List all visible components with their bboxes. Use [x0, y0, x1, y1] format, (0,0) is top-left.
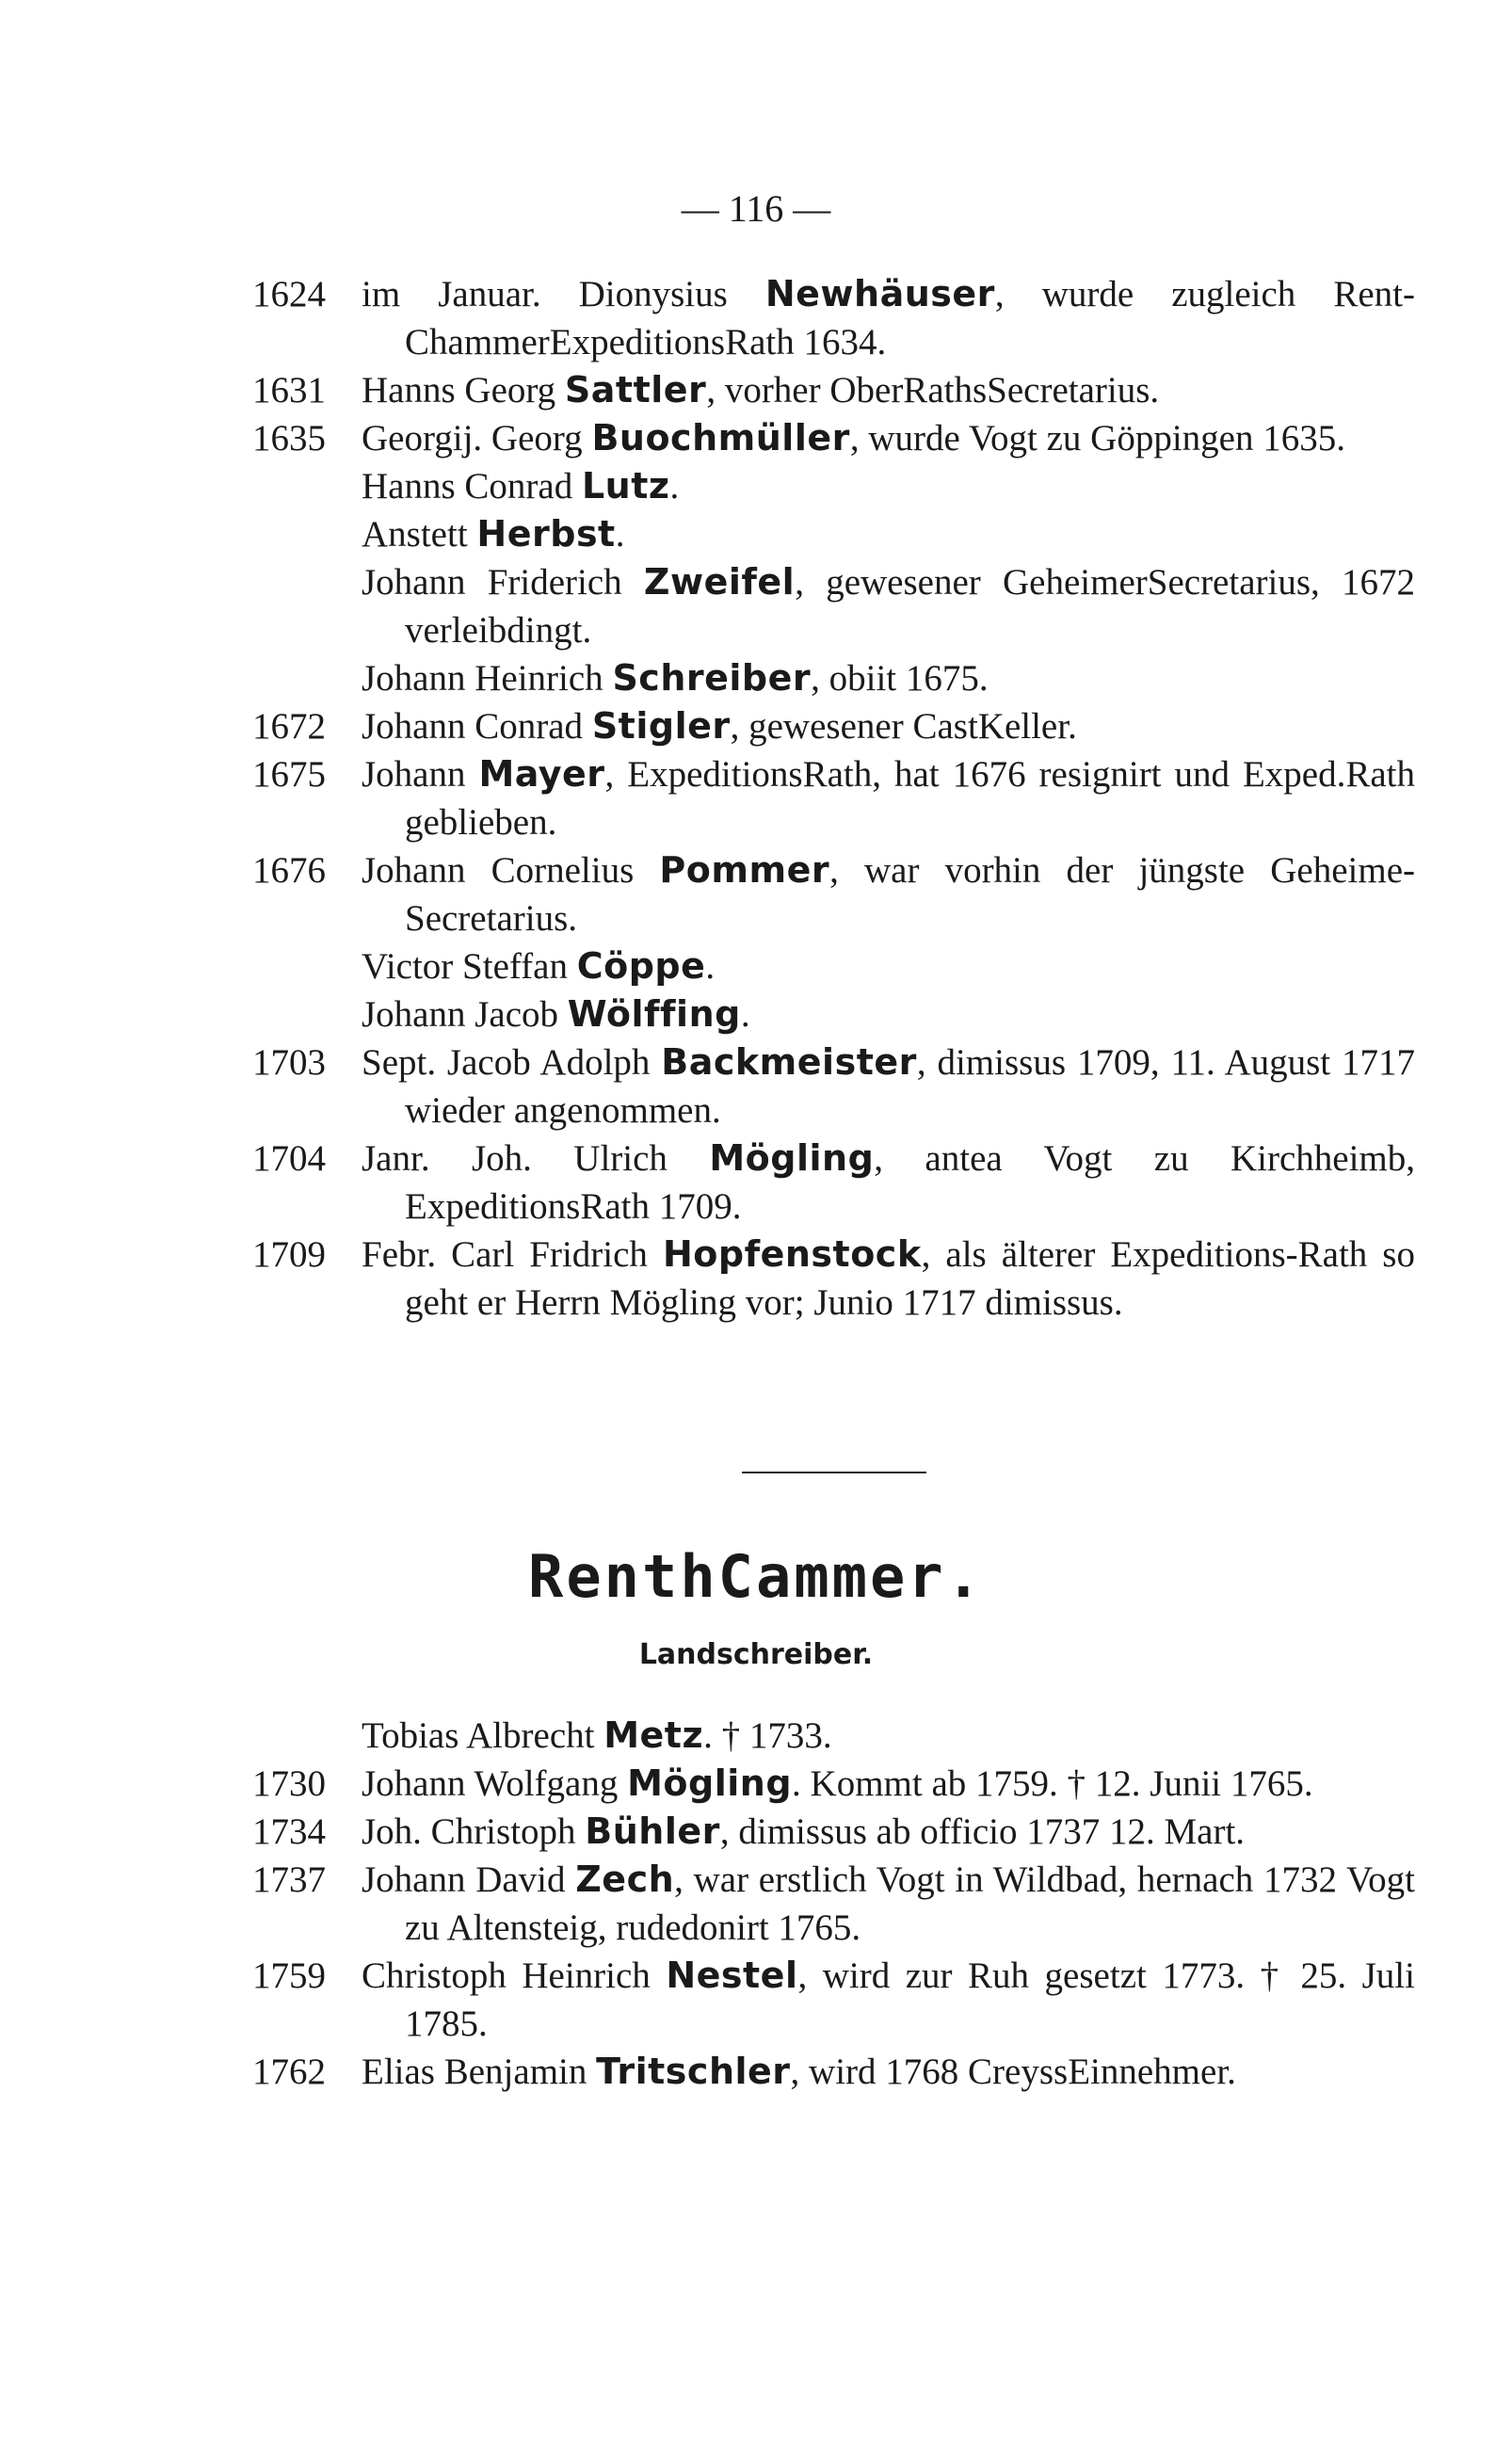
entry-year: 1759: [252, 1955, 326, 1996]
entry-text: [362, 1808, 1415, 1856]
list-entry: [252, 750, 1415, 846]
entry-remark: , gewesener CastKeller.: [730, 706, 1077, 747]
entry-remark: , war erstlich Vogt in Wildbad, hernach 1732 Vogt zu Altensteig, rudedonirt 1765.: [405, 1859, 1415, 1948]
entry-prefix: Johann: [362, 754, 479, 795]
entry-remark: .: [740, 994, 750, 1035]
entry-remark: , wurde Vogt zu Göppingen 1635.: [849, 418, 1345, 459]
person-surname: Newhäuser: [764, 273, 995, 314]
entry-prefix: Georgij. Georg: [362, 418, 592, 459]
entry-remark: , ExpeditionsRath, hat 1676 resignirt und Exped.Rath geblieben.: [405, 754, 1415, 843]
entry-year: 1734: [252, 1811, 326, 1852]
entry-year: 1703: [252, 1042, 326, 1083]
list-entry: [252, 1760, 1415, 1808]
list-entry: [252, 1712, 1415, 1760]
person-surname: Tritschler: [596, 2051, 791, 2092]
entry-remark: , antea Vogt zu Kirchheimb, ExpeditionsRath 1709.: [405, 1138, 1416, 1227]
list-entry: [252, 558, 1415, 654]
entry-prefix: Joh. Christoph: [362, 1811, 586, 1852]
entry-remark: .: [615, 514, 625, 555]
entry-prefix: Anstett: [362, 514, 477, 555]
entry-prefix: Johann Friderich: [362, 562, 644, 603]
entry-remark: , wird zur Ruh gesetzt 1773. † 25. Juli 1785.: [405, 1955, 1415, 2044]
entry-text: [362, 558, 1415, 654]
list-entry: [252, 1952, 1415, 2048]
entry-text: [362, 654, 1415, 702]
entry-text: [362, 2048, 1415, 2096]
entry-year: 1704: [252, 1138, 326, 1179]
entry-prefix: Johann David: [362, 1859, 576, 1900]
list-entry: [252, 1808, 1415, 1856]
entry-year: 1709: [252, 1234, 326, 1275]
person-surname: Lutz: [581, 465, 670, 507]
page-number: — 116 —: [681, 187, 831, 230]
person-surname: Cöppe: [576, 945, 706, 987]
entry-text: [362, 510, 1415, 558]
entry-remark: , als älterer Expeditions-Rath so geht er Herrn Mögling vor; Junio 1717 dimissus.: [405, 1234, 1415, 1323]
person-surname: Buochmüller: [591, 417, 850, 459]
entry-text: [362, 414, 1415, 462]
entry-text: [362, 942, 1415, 990]
entry-remark: , gewesener GeheimerSecretarius, 1672 verleibdingt.: [405, 562, 1415, 651]
entry-text: [362, 846, 1415, 942]
entry-year: 1762: [252, 2052, 326, 2092]
entry-prefix: Hanns Conrad: [362, 466, 582, 507]
list-entry: [252, 510, 1415, 558]
entry-prefix: Johann Conrad: [362, 706, 592, 747]
person-surname: Zech: [575, 1859, 675, 1900]
entry-year: 1672: [252, 706, 326, 747]
entry-text: [362, 990, 1415, 1038]
list-entry: [252, 1038, 1415, 1134]
entry-year: 1737: [252, 1859, 326, 1900]
entry-text: [362, 1038, 1415, 1134]
list-entry: [252, 846, 1415, 942]
list-entry: [252, 1231, 1415, 1327]
entry-prefix: Elias Benjamin: [362, 2052, 597, 2092]
entry-year: 1631: [252, 370, 326, 410]
entry-remark: .: [669, 466, 680, 507]
person-surname: Schreiber: [612, 657, 812, 699]
entry-year: 1624: [252, 274, 326, 314]
person-surname: Hopfenstock: [662, 1233, 922, 1275]
entry-year: 1675: [252, 754, 326, 795]
section-divider: [742, 1472, 926, 1473]
entry-remark: . Kommt ab 1759. † 12. Junii 1765.: [792, 1763, 1313, 1804]
entry-text: [362, 1760, 1415, 1808]
entry-prefix: Johann Cornelius: [362, 850, 660, 891]
list-entry: [252, 414, 1415, 462]
entry-remark: . † 1733.: [703, 1715, 832, 1756]
person-surname: Herbst: [476, 513, 616, 555]
entry-text: [362, 1712, 1415, 1760]
chancery-list: [252, 270, 1415, 1327]
person-surname: Wölffing: [567, 993, 741, 1035]
landschreiber-list: [252, 1712, 1415, 2096]
entry-remark: , vorher OberRathsSecretarius.: [706, 370, 1160, 410]
entry-remark: , wird 1768 CreyssEinnehmer.: [790, 2052, 1236, 2092]
entry-text: [362, 462, 1415, 510]
entry-text: [362, 1952, 1415, 2048]
entry-prefix: Christoph Heinrich: [362, 1955, 667, 1996]
list-entry: [252, 990, 1415, 1038]
entry-remark: , obiit 1675.: [811, 658, 989, 699]
list-entry: [252, 942, 1415, 990]
list-entry: [252, 2048, 1415, 2096]
person-surname: Bühler: [585, 1810, 720, 1852]
entry-remark: , wurde zugleich Rent-ChammerExpeditionsRath 1634.: [405, 274, 1415, 362]
list-entry: [252, 1134, 1415, 1231]
list-entry: [252, 366, 1415, 414]
entry-text: [362, 702, 1415, 750]
entry-text: [362, 1134, 1415, 1231]
person-surname: Zweifel: [643, 561, 796, 603]
entry-text: [362, 270, 1415, 366]
entry-year: 1635: [252, 418, 326, 459]
person-surname: Stigler: [591, 705, 731, 747]
entry-year: 1730: [252, 1763, 326, 1804]
section-subheading: Landschreiber.: [638, 1638, 874, 1671]
entry-remark: .: [705, 946, 716, 987]
entry-prefix: Hanns Georg: [362, 370, 565, 410]
person-surname: Mayer: [478, 753, 605, 795]
entry-prefix: Janr. Joh. Ulrich: [362, 1138, 710, 1179]
entry-remark: , dimissus 1709, 11. August 1717 wieder angenommen.: [405, 1042, 1415, 1131]
entry-year: 1676: [252, 850, 326, 891]
entry-remark: , war vorhin der jüngste Geheime-Secretarius.: [405, 850, 1415, 939]
person-surname: Nestel: [666, 1955, 798, 1996]
list-entry: [252, 1856, 1415, 1952]
entry-prefix: Febr. Carl Fridrich: [362, 1234, 663, 1275]
person-surname: Pommer: [659, 849, 830, 891]
entry-prefix: Sept. Jacob Adolph: [362, 1042, 662, 1083]
entry-text: [362, 1231, 1415, 1327]
entry-text: [362, 750, 1415, 846]
person-surname: Mögling: [627, 1762, 793, 1804]
entry-prefix: Johann Heinrich: [362, 658, 613, 699]
entry-prefix: im Januar. Dionysius: [362, 274, 765, 314]
list-entry: [252, 702, 1415, 750]
person-surname: Sattler: [564, 369, 707, 410]
person-surname: Mögling: [709, 1137, 875, 1179]
list-entry: [252, 270, 1415, 366]
list-entry: [252, 462, 1415, 510]
person-surname: Backmeister: [661, 1041, 917, 1083]
entry-prefix: Johann Jacob: [362, 994, 568, 1035]
person-surname: Metz: [603, 1714, 704, 1756]
list-entry: [252, 654, 1415, 702]
entry-prefix: Victor Steffan: [362, 946, 577, 987]
entry-text: [362, 1856, 1415, 1952]
entry-prefix: Johann Wolfgang: [362, 1763, 628, 1804]
section-heading: RenthCammer.: [528, 1542, 984, 1611]
entry-prefix: Tobias Albrecht: [362, 1715, 604, 1756]
entry-text: [362, 366, 1415, 414]
entry-remark: , dimissus ab officio 1737 12. Mart.: [719, 1811, 1246, 1852]
